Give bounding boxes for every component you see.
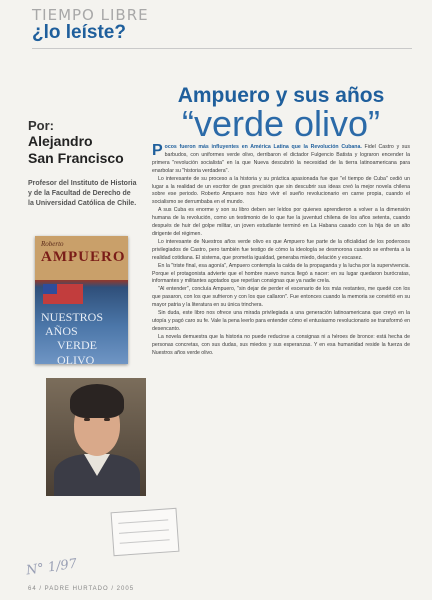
page-footer: 64 / PADRE HURTADO / 2005 — [28, 586, 135, 592]
section-title: ¿lo leíste? — [32, 22, 126, 43]
article-title: Ampuero y sus años — [177, 84, 385, 107]
body-paragraph: Lo interesante de Nuestros años verde olivo es que Ampuero fue parte de la oficialidad de los poderosos privilegiados de Castro, pero también fue testigo de cómo la ideología se desmorona cuando se enfrenta a la realidad cotidiana. El sistema, que prometía igualdad, generaba miedo, delación y escasez. — [152, 238, 410, 261]
author-name-line1: Alejandro — [28, 133, 93, 149]
lead-emphasis: ocos fueron más influyentes en América Latina que la Revolución Cubana. — [164, 144, 362, 150]
photo-eye — [104, 418, 110, 421]
section-divider — [32, 48, 412, 49]
handwritten-note: N° 1/97 — [25, 556, 78, 579]
photo-hair — [70, 384, 124, 418]
body-paragraph: La novela demuestra que la historia no puede reducirse a consignas ni a héroes de bronce: está hecha de personas concretas, con sus dudas, sus miedos y sus esperanzas. Y en esa humanidad reside la fuerza de Nuestros años verde olivo. — [152, 333, 410, 356]
article-subtitle: “verde olivo” — [181, 103, 381, 144]
author-name-line2: San Francisco — [28, 150, 124, 166]
author-bio: Profesor del Instituto de Historia y de la Facultad de Derecho de la Universidad Católica de Chile. — [28, 180, 137, 207]
body-paragraph: A sus Cuba es enorme y son su libro deben ser leídos por quienes aprendieron a volver a la dimensión humana de la revolución, como un testimonio de lo que fue la juventud chilena de los años setenta, cuando después de huir del golpe militar, un joven estudiante terminó en La Habana casado con la hija de un alto dirigente del régimen. — [152, 207, 410, 237]
photo-eye — [84, 418, 90, 421]
body-paragraph: Sin duda, este libro nos ofrece una mirada privilegiada a una generación latinoamericana que creyó en la utopía y pagó caro su fe. Vale la pena leerlo para entender cómo el entusiasmo revolucionario se transformó en desencanto. — [152, 310, 410, 332]
stamp-line — [119, 529, 169, 533]
body-paragraph: "Al entender", concluía Ampuero, "sin dejar de perder el escenario de los más restantes, me quedé con los que pasaron, con los que sufrieron y con los que callaron". Fue entonces cuando la memoria se convirtió en su mayor patria y la literatura en su única trinchera. — [152, 286, 410, 309]
section-label: TIEMPO LIBRE — [32, 6, 149, 24]
book-author-first: Roberto — [41, 240, 64, 248]
drop-cap: P — [152, 144, 163, 159]
author-sidebar — [28, 118, 143, 209]
cuban-flag-icon — [43, 284, 83, 304]
body-paragraph: En la "triste final, esa agonía", Ampuero contempla la caída de la propaganda y la lucha por la supervivencia. Porque el protagonista advierte que el hombre nuevo nunca llegó a nacer: en su lugar quedaron burócratas, informantes y militantes agotados que repetían consignas que ya nadie creía. — [152, 262, 410, 285]
lead-text: Fidel Castro y sus barbudos, con uniformes verde olivo, derribaron el dictador Fulgencio Batista y lograron encender la primera "revolución socialista" en la que Nueva descubrió la necesidad de la tierra latinoamericana para enarbolar su "historia verdadera". — [152, 144, 410, 174]
archive-stamp — [111, 508, 180, 556]
book-title-line3: VERDE OLIVO — [57, 338, 97, 364]
book-title-line1: NUESTROS — [41, 310, 104, 324]
book-title-line2: AÑOS — [45, 324, 78, 338]
stamp-line — [120, 539, 170, 543]
book-author-last: AMPUERO — [41, 249, 126, 265]
body-paragraph: Lo interesante de su proceso a la historia y su práctica apasionada fue que "el tiempo de Cuba" cedió un lugar a la realidad de un escritor de gran precisión que sin descubrir sus ideas creó la mejor novela chilena sobre ese periodo. Roberto Ampuero nos hizo vivir el sueño revolucionario en carne propia, cuando el socialismo se derrumbaba en el mundo. — [152, 175, 410, 206]
author-photo — [46, 378, 146, 496]
book-cover-image — [35, 236, 128, 364]
stamp-line — [118, 519, 168, 523]
lead-paragraph — [152, 144, 410, 176]
article-body — [152, 144, 410, 564]
author-prefix: Por: — [28, 118, 54, 133]
